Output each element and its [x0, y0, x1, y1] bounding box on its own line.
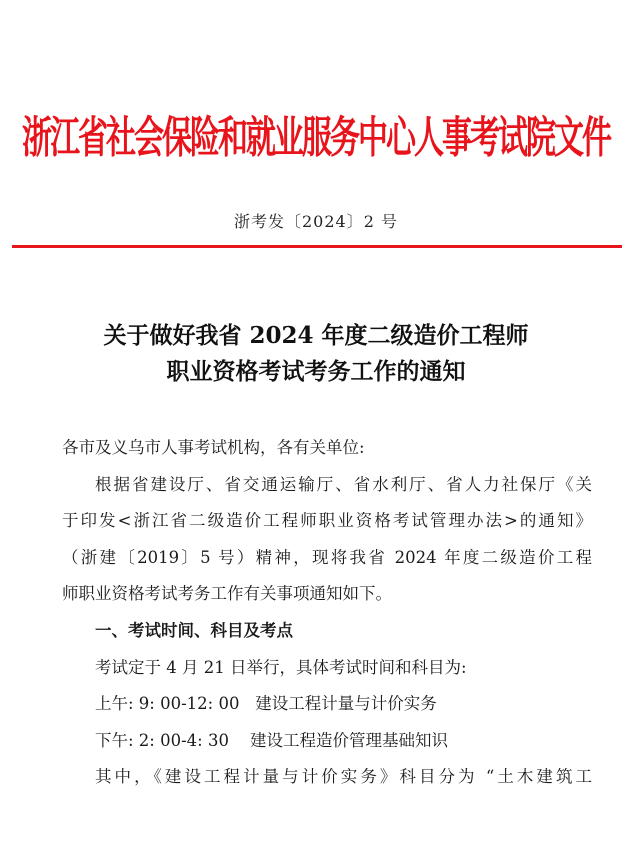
title-line-2: 职业资格考试考务工作的通知	[166, 358, 466, 385]
issuer-masthead: 浙江省社会保险和就业服务中心人事考试院文件	[22, 113, 610, 165]
paragraph-line: 其中，《建设工程计量与计价实务》科目分为 “土木建筑工	[95, 767, 592, 787]
paragraph-line: 于印发<浙江省二级造价工程师职业资格考试管理办法>的通知》	[62, 511, 592, 531]
paragraph-line: 根据省建设厅、省交通运输厅、省水利厅、省人力社保厅《关	[95, 474, 592, 494]
document-title	[0, 318, 632, 390]
schedule-afternoon: 下午: 2: 00-4: 30 建设工程造价管理基础知识	[95, 730, 448, 750]
salutation: 各市及义乌市人事考试机构，各有关单位:	[62, 438, 365, 457]
paragraph-line: （浙建〔2019〕5 号）精神，现将我省 2024 年度二级造价工程	[62, 547, 592, 567]
schedule-intro: 考试定于 4 月 21 日举行，具体考试时间和科目为:	[95, 657, 467, 677]
schedule-morning: 上午: 9: 00-12: 00 建设工程计量与计价实务	[95, 694, 437, 714]
document-body	[62, 430, 592, 796]
red-divider-rule	[12, 245, 622, 248]
section-heading: 一、考试时间、科目及考点	[95, 620, 293, 640]
title-line-1: 关于做好我省 2024 年度二级造价工程师	[103, 322, 529, 349]
document-number: 浙考发〔2024〕2 号	[234, 212, 398, 231]
paragraph-line: 师职业资格考试考务工作有关事项通知如下。	[62, 584, 392, 604]
